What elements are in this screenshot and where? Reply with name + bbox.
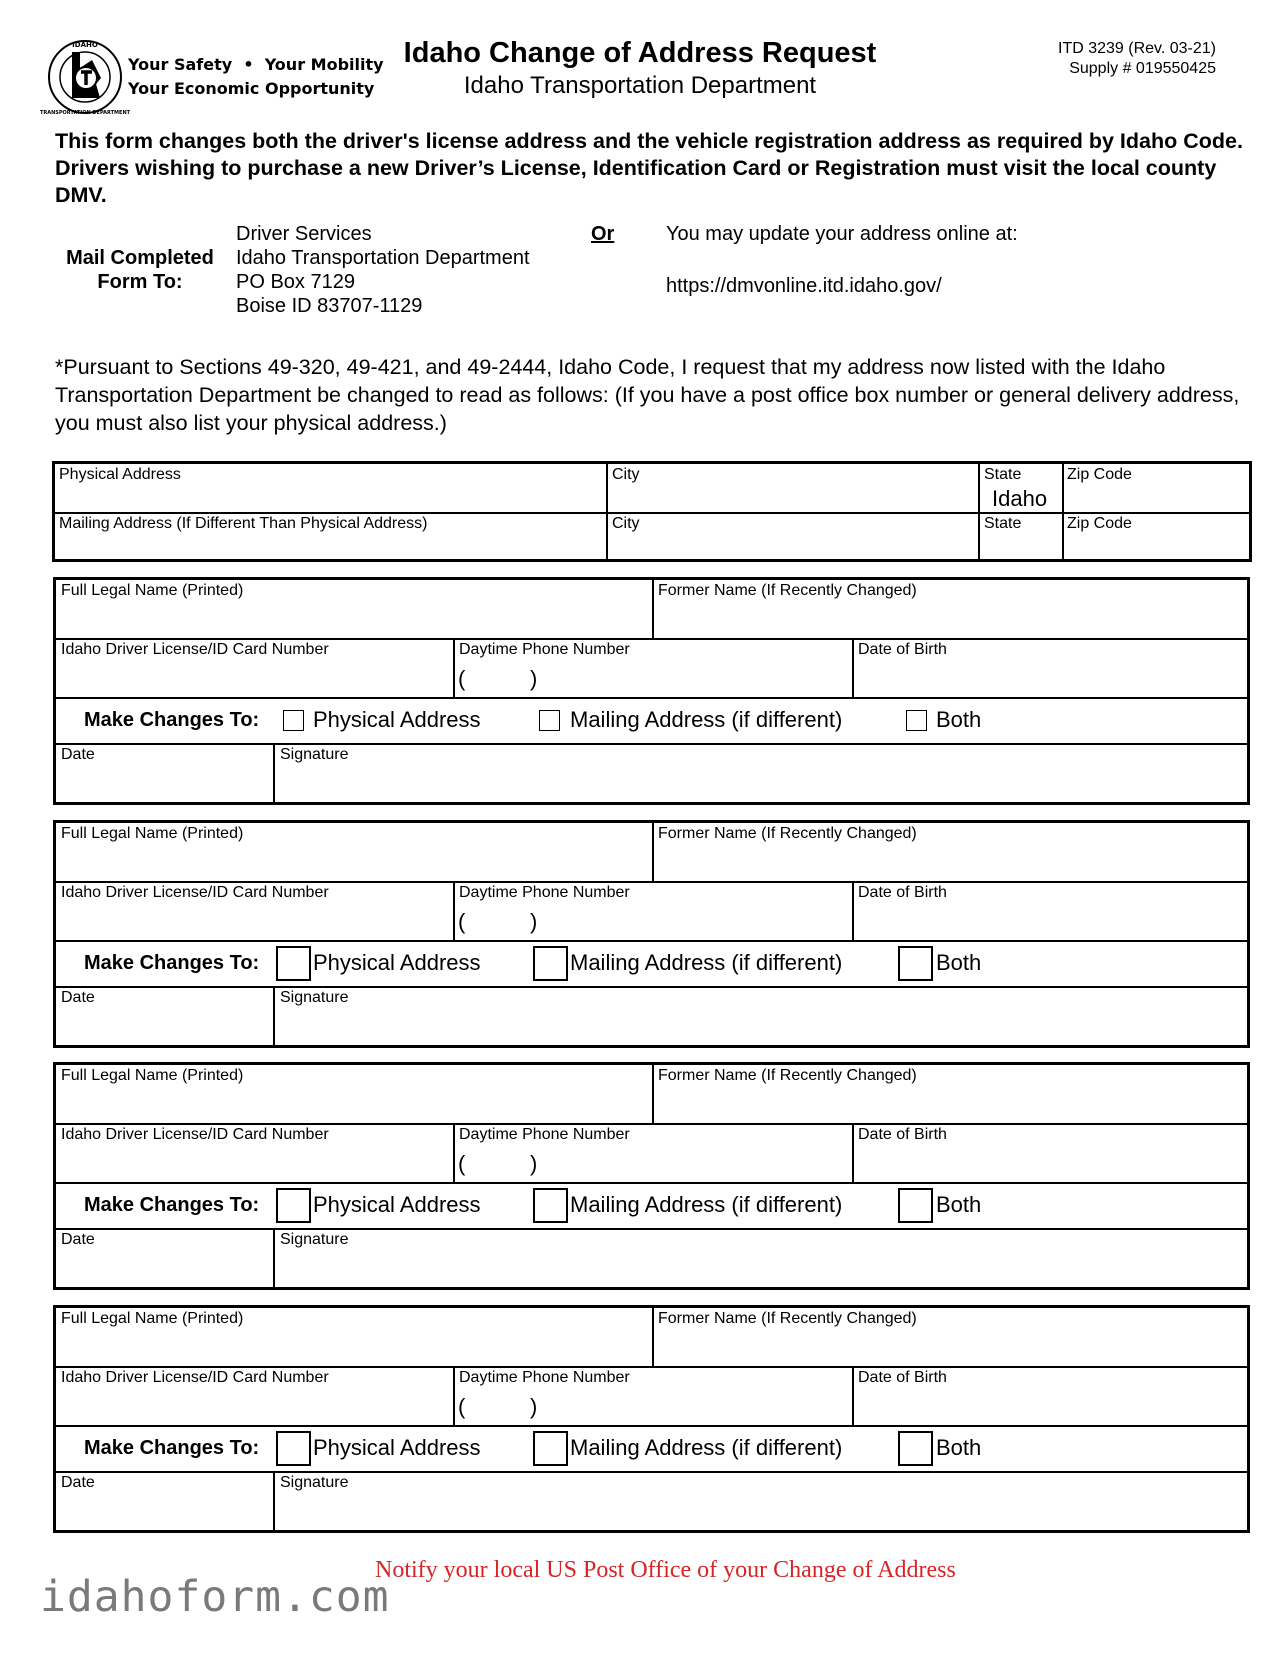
date-of-birth-field[interactable]: Date of Birth <box>858 641 947 658</box>
mailing-city-field[interactable]: City <box>612 515 640 532</box>
license-number-field[interactable]: Idaho Driver License/ID Card Number <box>61 1369 329 1386</box>
license-number-field[interactable]: Idaho Driver License/ID Card Number <box>61 641 329 658</box>
phone-paren-open: ( <box>458 1151 466 1176</box>
mailing-address-option: Mailing Address (if different) <box>570 1192 843 1217</box>
mailing-address-field[interactable]: Mailing Address (If Different Than Physical Address) <box>59 515 428 532</box>
logo-ring-top-text: IDAHO <box>72 41 98 49</box>
physical-address-option: Physical Address <box>313 707 481 732</box>
former-name-field[interactable]: Former Name (If Recently Changed) <box>658 1067 917 1084</box>
logo-ring-bottom-text: TRANSPORTATION DEPARTMENT <box>39 110 131 116</box>
make-changes-label: Make Changes To: <box>84 1437 260 1459</box>
physical-address-field[interactable]: Physical Address <box>59 466 181 483</box>
license-number-field[interactable]: Idaho Driver License/ID Card Number <box>61 1126 329 1143</box>
post-office-notice: Notify your local US Post Office of your Change of Address <box>375 1557 956 1583</box>
pursuant-text: *Pursuant to Sections 49-320, 49-421, and 49-2444, Idaho Code, I request that my address now listed with the Idaho Transportation Department be changed to read as follows: (If you have a post office box number or general delivery address, you must also list your physical address.) <box>55 355 1240 435</box>
both-option: Both <box>936 1435 982 1460</box>
mail-address-line: PO Box 7129 <box>236 271 355 293</box>
full-legal-name-field[interactable]: Full Legal Name (Printed) <box>61 582 244 599</box>
tagline-mobility: Your Mobility <box>264 55 384 74</box>
former-name-field[interactable]: Former Name (If Recently Changed) <box>658 582 917 599</box>
mailing-address-checkbox[interactable] <box>539 710 560 731</box>
date-field[interactable]: Date <box>61 1474 95 1491</box>
phone-number-field[interactable]: Daytime Phone Number <box>459 1126 630 1143</box>
physical-zip-field[interactable]: Zip Code <box>1067 466 1132 483</box>
mailing-state-field[interactable]: State <box>984 515 1022 532</box>
both-checkbox[interactable] <box>898 946 933 981</box>
both-checkbox[interactable] <box>898 1188 933 1223</box>
mailing-address-option: Mailing Address (if different) <box>570 707 843 732</box>
mailing-address-checkbox[interactable] <box>533 1188 568 1223</box>
physical-address-option: Physical Address <box>313 1192 481 1217</box>
physical-address-option: Physical Address <box>313 1435 481 1460</box>
both-checkbox[interactable] <box>906 710 927 731</box>
both-option: Both <box>936 1192 982 1217</box>
phone-paren-close: ) <box>530 909 538 934</box>
intro-text: This form changes both the driver's license address and the vehicle registration address as required by Idaho Code. Drivers wishing to purchase a new Driver’s License, Identification Card or Registration must visit the local county DMV. <box>55 129 1243 207</box>
page-title: Idaho Change of Address Request <box>403 37 877 69</box>
mail-label-line1: Mail Completed <box>66 247 214 269</box>
phone-paren-open: ( <box>458 909 466 934</box>
make-changes-label: Make Changes To: <box>84 1194 260 1216</box>
mailing-address-option: Mailing Address (if different) <box>570 1435 843 1460</box>
make-changes-label: Make Changes To: <box>84 709 260 731</box>
logo-text: ITD <box>84 82 86 83</box>
physical-address-option: Physical Address <box>313 950 481 975</box>
mail-address <box>236 222 530 318</box>
phone-number-field[interactable]: Daytime Phone Number <box>459 884 630 901</box>
phone-paren-open: ( <box>458 666 466 691</box>
former-name-field[interactable]: Former Name (If Recently Changed) <box>658 1310 917 1327</box>
itd-logo-icon <box>39 38 131 116</box>
tagline-safety: Your Safety <box>128 55 233 74</box>
date-of-birth-field[interactable]: Date of Birth <box>858 1369 947 1386</box>
mailing-zip-field[interactable]: Zip Code <box>1067 515 1132 532</box>
physical-address-checkbox[interactable] <box>276 1188 311 1223</box>
phone-paren-close: ) <box>530 1151 538 1176</box>
tagline-bullet: • <box>243 55 254 74</box>
online-url[interactable]: https://dmvonline.itd.idaho.gov/ <box>666 275 942 297</box>
full-legal-name-field[interactable]: Full Legal Name (Printed) <box>61 1067 244 1084</box>
date-field[interactable]: Date <box>61 989 95 1006</box>
date-of-birth-field[interactable]: Date of Birth <box>858 884 947 901</box>
physical-city-field[interactable]: City <box>612 466 640 483</box>
mailing-address-checkbox[interactable] <box>533 946 568 981</box>
physical-state-label: State <box>984 466 1022 483</box>
mail-address-line: Boise ID 83707-1129 <box>236 295 423 317</box>
page-subtitle: Idaho Transportation Department <box>463 72 817 99</box>
physical-address-checkbox[interactable] <box>276 1431 311 1466</box>
mail-label <box>60 246 220 294</box>
supply-number: Supply # 019550425 <box>1069 60 1216 77</box>
tagline <box>128 53 384 101</box>
date-field[interactable]: Date <box>61 1231 95 1248</box>
signature-field[interactable]: Signature <box>280 989 349 1006</box>
online-text: You may update your address online at: <box>666 223 1018 245</box>
form-id <box>956 39 1216 79</box>
phone-number-field[interactable]: Daytime Phone Number <box>459 1369 630 1386</box>
phone-paren-open: ( <box>458 1394 466 1419</box>
date-field[interactable]: Date <box>61 746 95 763</box>
license-number-field[interactable]: Idaho Driver License/ID Card Number <box>61 884 329 901</box>
phone-paren-close: ) <box>530 666 538 691</box>
both-checkbox[interactable] <box>898 1431 933 1466</box>
or-label: Or <box>591 223 615 245</box>
signature-field[interactable]: Signature <box>280 1474 349 1491</box>
form-number: ITD 3239 (Rev. 03-21) <box>1058 40 1216 57</box>
mail-address-line: Idaho Transportation Department <box>236 247 530 269</box>
itd-logo <box>39 38 131 116</box>
former-name-field[interactable]: Former Name (If Recently Changed) <box>658 825 917 842</box>
both-option: Both <box>936 950 982 975</box>
physical-state-value: Idaho <box>992 486 1048 511</box>
tagline-opportunity: Your Economic Opportunity <box>128 79 375 98</box>
both-option: Both <box>936 707 982 732</box>
physical-address-checkbox[interactable] <box>276 946 311 981</box>
watermark: idahoform.com <box>40 1572 390 1622</box>
full-legal-name-field[interactable]: Full Legal Name (Printed) <box>61 1310 244 1327</box>
physical-address-checkbox[interactable] <box>283 710 304 731</box>
mail-label-line2: Form To: <box>97 271 183 293</box>
make-changes-label: Make Changes To: <box>84 952 260 974</box>
phone-number-field[interactable]: Daytime Phone Number <box>459 641 630 658</box>
mailing-address-checkbox[interactable] <box>533 1431 568 1466</box>
mail-address-line: Driver Services <box>236 223 372 245</box>
date-of-birth-field[interactable]: Date of Birth <box>858 1126 947 1143</box>
phone-paren-close: ) <box>530 1394 538 1419</box>
signature-field[interactable]: Signature <box>280 746 349 763</box>
mailing-address-option: Mailing Address (if different) <box>570 950 843 975</box>
full-legal-name-field[interactable]: Full Legal Name (Printed) <box>61 825 244 842</box>
signature-field[interactable]: Signature <box>280 1231 349 1248</box>
